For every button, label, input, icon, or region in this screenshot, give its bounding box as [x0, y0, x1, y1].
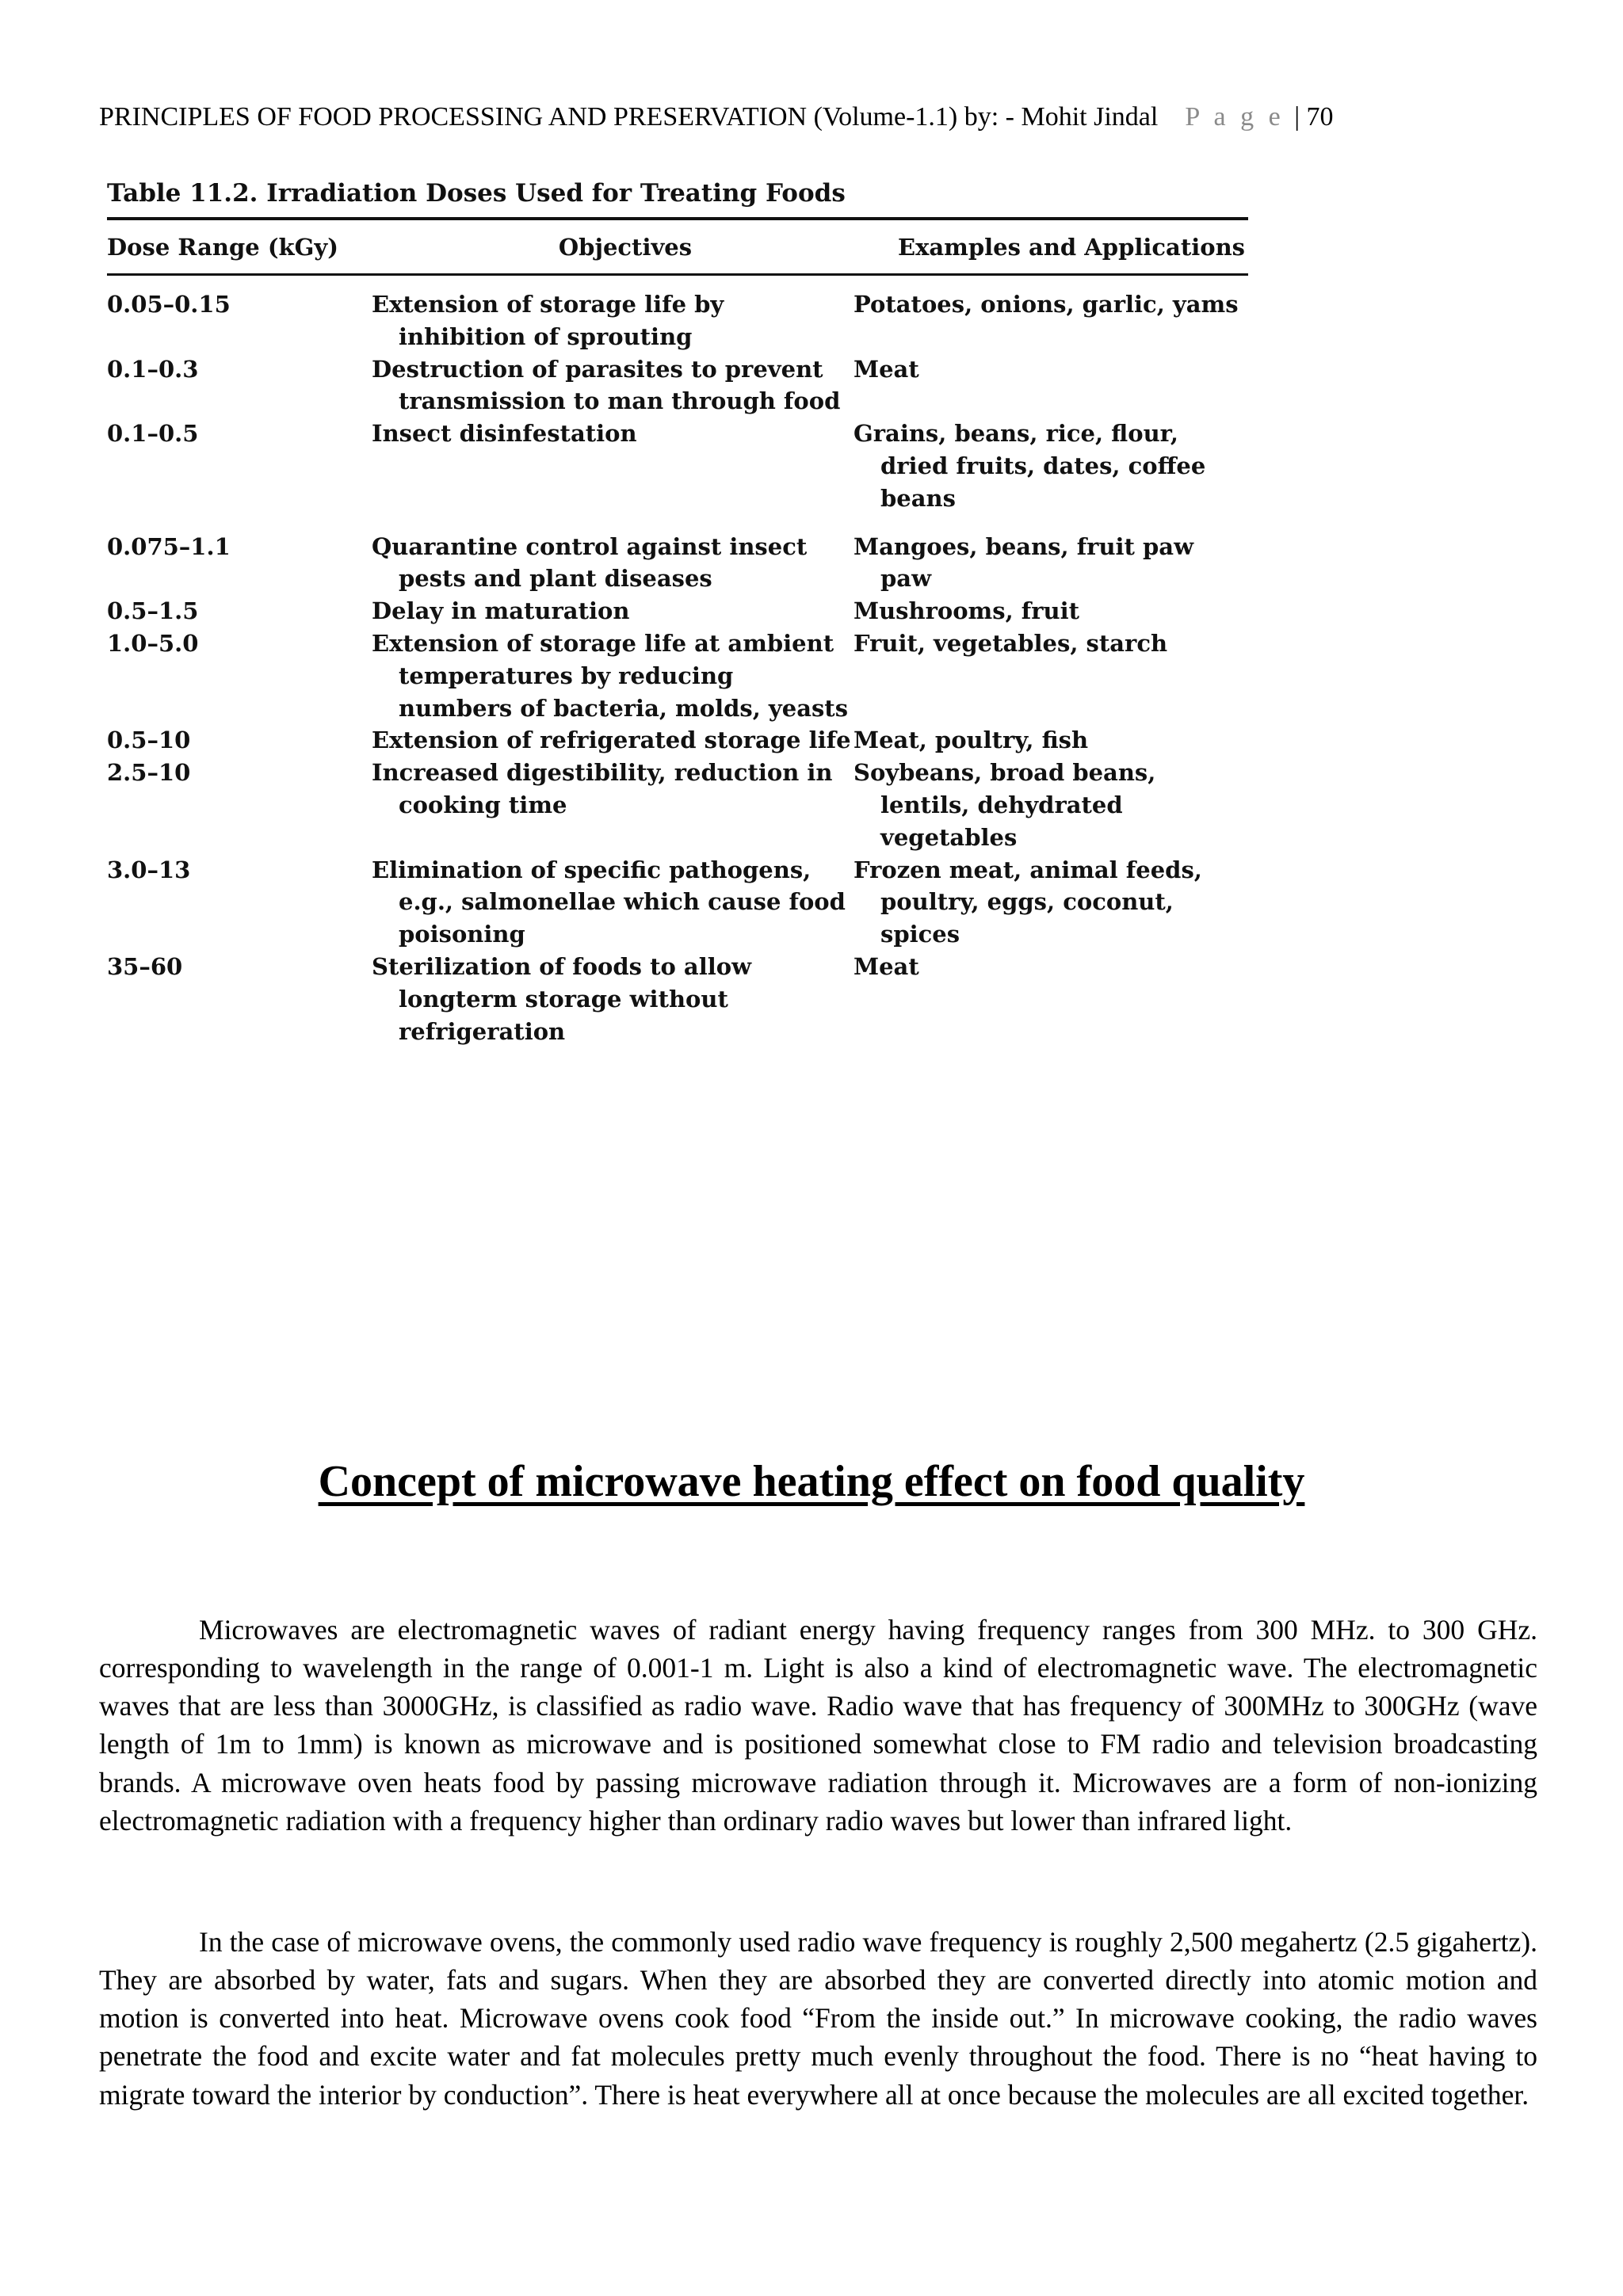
dose-cell: 0.075–1.1 [107, 532, 231, 560]
table-row [107, 418, 1248, 514]
dose-cell: 0.5–1.5 [107, 597, 199, 625]
page-number: | 70 [1294, 102, 1334, 132]
table-row [107, 724, 1248, 757]
dose-cell: 2.5–10 [107, 759, 191, 787]
column-header-dose: Dose Range (kGy) [107, 233, 338, 261]
objective-cell: Extension of storage life at ambient temperatures by reducing numbers of bacteria, molds, yeasts [372, 629, 849, 722]
table-caption: Table 11.2. Irradiation Doses Used for Treating Foods [107, 179, 846, 208]
objective-cell: Extension of storage life by inhibition of sprouting [372, 291, 724, 350]
dose-cell: 35–60 [107, 952, 183, 980]
header-title: PRINCIPLES OF FOOD PROCESSING AND PRESERVATION (Volume-1.1) by: - Mohit Jindal [99, 102, 1159, 132]
objective-cell: Extension of refrigerated storage life [372, 727, 851, 754]
table-row [107, 854, 1248, 951]
page-label: P a g e [1185, 102, 1285, 132]
irradiation-dose-table [107, 176, 1248, 1047]
examples-cell: Potatoes, onions, garlic, yams [854, 291, 1239, 318]
examples-cell: Mangoes, beans, fruit paw paw [854, 532, 1194, 593]
objective-cell: Delay in maturation [372, 597, 630, 625]
running-header [99, 100, 1334, 135]
objective-cell: Sterilization of foods to allow longterm storage without refrigeration [372, 952, 752, 1045]
dose-cell: 0.1–0.3 [107, 355, 199, 383]
table-row [107, 531, 1248, 596]
objective-cell: Increased digestibility, reduction in cooking time [372, 759, 833, 818]
column-header-objectives: Objectives [558, 233, 693, 261]
table-row [107, 353, 1248, 418]
dose-cell: 0.05–0.15 [107, 291, 231, 318]
examples-cell: Grains, beans, rice, flour, dried fruits, dates, coffee beans [854, 420, 1206, 512]
table-row [107, 951, 1248, 1047]
dose-cell: 3.0–13 [107, 856, 191, 883]
objective-cell: Quarantine control against insect pests and plant diseases [372, 532, 808, 593]
column-header-examples: Examples and Applications [898, 233, 1245, 261]
examples-cell: Meat, poultry, fish [854, 727, 1089, 754]
objective-cell: Insect disinfestation [372, 420, 637, 448]
examples-cell: Frozen meat, animal feeds, poultry, eggs, coconut, spices [854, 856, 1202, 948]
examples-cell: Meat [854, 952, 919, 980]
dose-cell: 1.0–5.0 [107, 629, 199, 657]
section-title: Concept of microwave heating effect on food quality [318, 1457, 1305, 1506]
objective-cell: Elimination of specific pathogens, e.g., salmonellae which cause food poisoning [372, 856, 846, 948]
examples-cell: Soybeans, broad beans, lentils, dehydrated vegetables [854, 759, 1156, 851]
table-row [107, 757, 1248, 853]
paragraph-microwaves: Microwaves are electromagnetic waves of radiant energy having frequency ranges from 300 MHz. to 300 GHz. corresponding to wavelength in the range of 0.001-1 m. Light is also a kind of electromagnetic wave. The electromagnetic waves that are less than 3000GHz, is classified as radio wave. Radio wave that has frequency of 300MHz to 300GHz (wave length of 1m to 1mm) is known as microwave and is positioned somewhat close to FM radio and television broadcasting brands. A microwave oven heats food by passing microwave radiation through it. Microwaves are a form of non-ionizing electromagnetic radiation with a frequency higher than ordinary radio waves but lower than infrared light. [99, 1613, 1537, 1836]
table-body [107, 276, 1248, 1047]
table-row [107, 595, 1248, 627]
table-row [107, 288, 1248, 353]
examples-cell: Meat [854, 355, 919, 383]
dose-cell: 0.1–0.5 [107, 420, 199, 448]
table-header-row [107, 220, 1248, 273]
dose-cell: 0.5–10 [107, 727, 191, 754]
objective-cell: Destruction of parasites to prevent transmission to man through food [372, 355, 841, 415]
examples-cell: Mushrooms, fruit [854, 597, 1080, 625]
paragraph-microwave-ovens: In the case of microwave ovens, the commonly used radio wave frequency is roughly 2,500 megahertz (2.5 gigahertz). They are absorbed by water, fats and sugars. When they are absorbed they are converted directly into atomic motion and motion is converted into heat. Microwave ovens cook food “From the inside out.” In microwave cooking, the radio waves penetrate the food and excite water and fat molecules pretty much evenly throughout the food. There is no “heat having to migrate toward the interior by conduction”. There is heat everywhere all at once because the molecules are all excited together. [99, 1925, 1537, 2111]
table-row [107, 627, 1248, 724]
examples-cell: Fruit, vegetables, starch [854, 629, 1168, 657]
